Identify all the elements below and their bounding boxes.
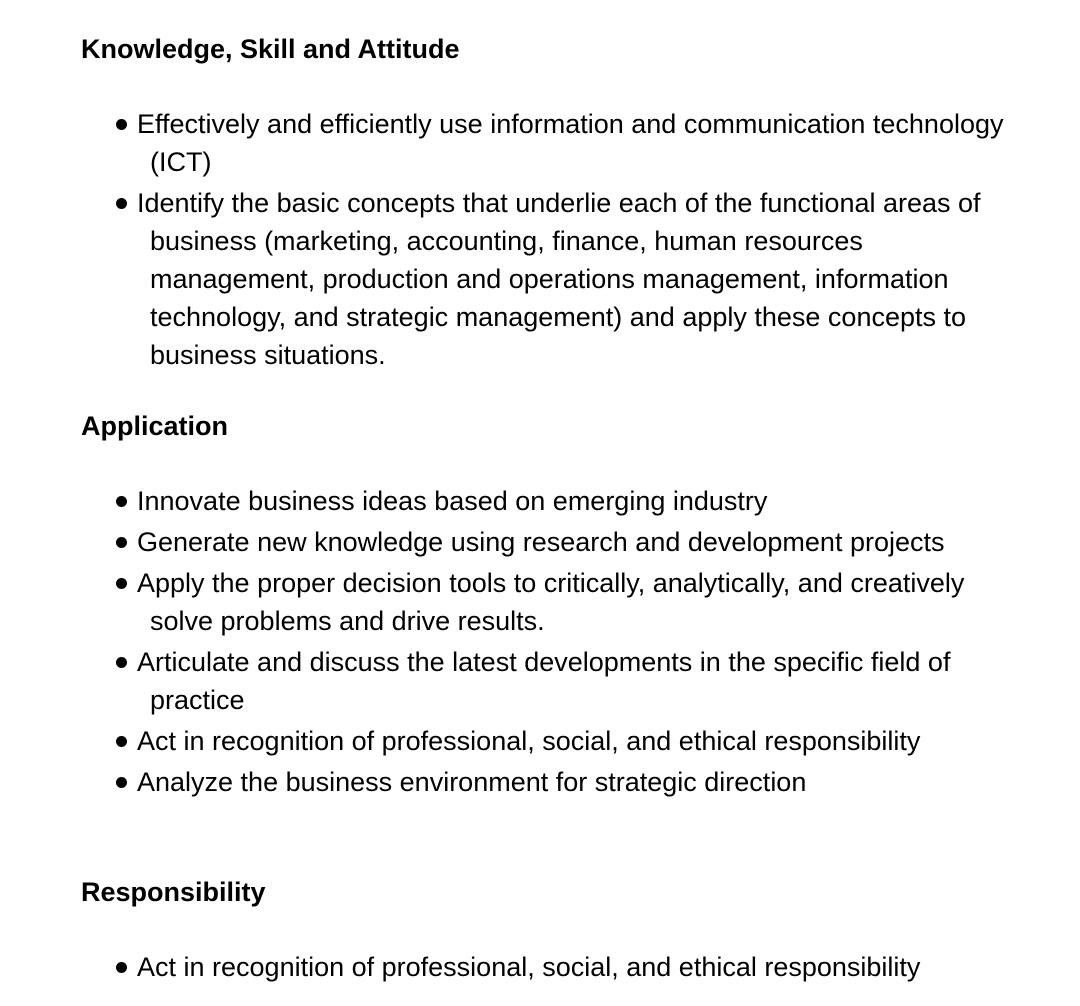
bullet-icon	[116, 962, 127, 973]
list-item-text: Act in recognition of professional, social, and ethical responsibility	[137, 726, 921, 756]
bullet-icon	[116, 198, 127, 209]
bullet-icon	[116, 578, 127, 589]
list-item	[0, 482, 1010, 520]
section-title-knowledge: Knowledge, Skill and Attitude	[81, 34, 460, 64]
list-item-text: Analyze the business environment for strategic direction	[137, 767, 807, 797]
knowledge-list	[0, 105, 1010, 377]
bullet-icon	[116, 537, 127, 548]
list-item-text: Apply the proper decision tools to critically, analytically, and creatively solve problems and drive results.	[137, 568, 965, 636]
list-item	[0, 523, 1010, 561]
bullet-icon	[116, 119, 127, 130]
list-item	[0, 763, 1010, 801]
list-item	[0, 948, 1010, 986]
list-item-text: Generate new knowledge using research and development projects	[137, 527, 945, 557]
bullet-icon	[116, 777, 127, 788]
list-item	[0, 184, 1010, 374]
list-item-text: Articulate and discuss the latest developments in the specific field of practice	[137, 647, 951, 715]
bullet-icon	[116, 657, 127, 668]
bullet-icon	[116, 736, 127, 747]
responsibility-list	[0, 948, 1010, 989]
list-item-text: Identify the basic concepts that underlie each of the functional areas of business (marketing, accounting, finance, human resources management, production and operations management, information technology, and strategic management) and apply these concepts to business situations.	[137, 188, 981, 370]
section-title-responsibility: Responsibility	[81, 877, 266, 907]
application-list	[0, 482, 1010, 804]
list-item	[0, 105, 1010, 181]
list-item-text: Act in recognition of professional, social, and ethical responsibility	[137, 952, 921, 982]
section-title-application: Application	[81, 411, 228, 441]
list-item-text: Innovate business ideas based on emerging industry	[137, 486, 768, 516]
list-item	[0, 722, 1010, 760]
list-item	[0, 564, 1010, 640]
list-item-text: Effectively and efficiently use information and communication technology (ICT)	[137, 109, 1004, 177]
list-item	[0, 643, 1010, 719]
bullet-icon	[116, 496, 127, 507]
